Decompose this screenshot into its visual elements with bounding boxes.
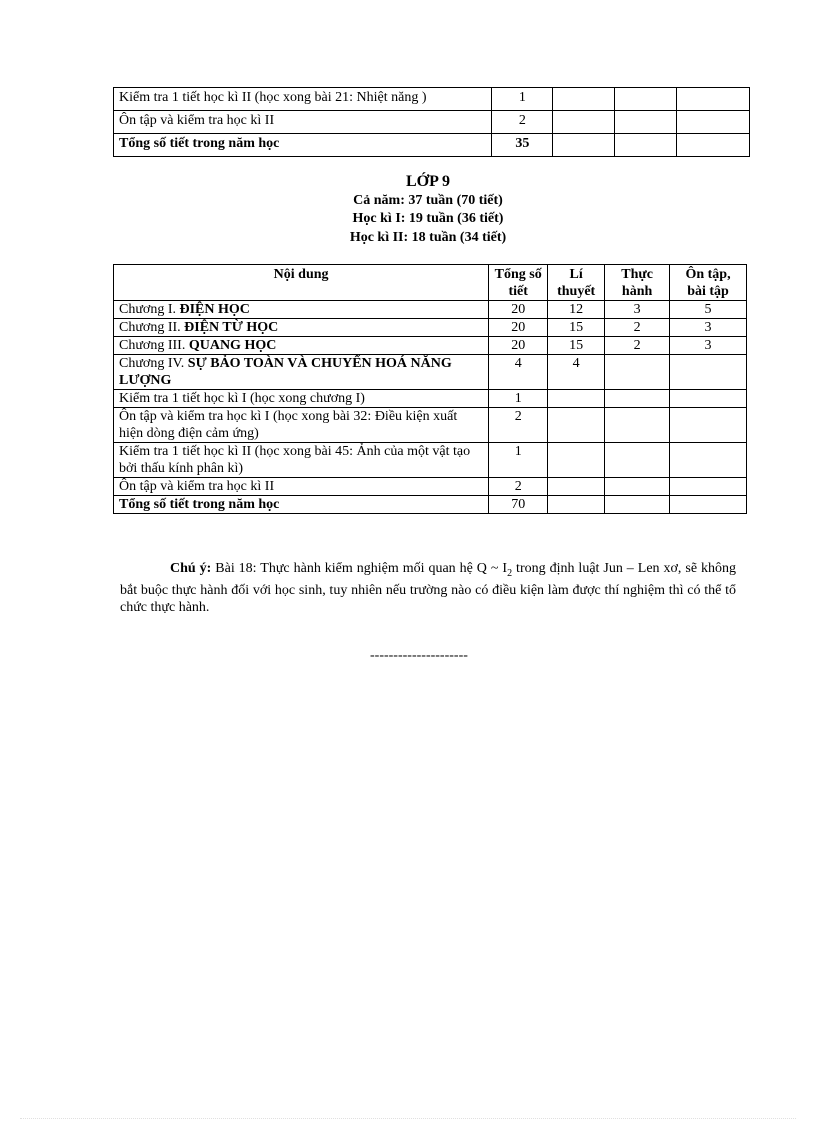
row-content: Ôn tập và kiểm tra học kì II [114, 478, 489, 496]
total-label: Tổng số tiết trong năm học [114, 496, 489, 514]
row-theory: 15 [548, 337, 605, 355]
row-content: Kiểm tra 1 tiết học kì I (học xong chương I) [114, 390, 489, 408]
row-review [670, 355, 747, 390]
note-text-before: Bài 18: Thực hành kiểm nghiệm mối quan hệ Q ~ I [211, 561, 508, 576]
table-header-row [114, 265, 747, 301]
row-practice [605, 355, 670, 390]
header-theory: Lí thuyết [548, 265, 605, 301]
row-total: 4 [489, 355, 548, 390]
row-review: 5 [670, 301, 747, 319]
row-content: Chương II. ĐIỆN TỪ HỌC [114, 319, 489, 337]
row-review: 3 [670, 337, 747, 355]
row-content: Chương III. QUANG HỌC [114, 337, 489, 355]
table-row [114, 478, 747, 496]
table-row [114, 134, 750, 157]
row-content: Kiểm tra 1 tiết học kì II (học xong bài 45: Ảnh của một vật tạo bởi thấu kính phân kì) [114, 443, 489, 478]
page-edge [20, 1118, 796, 1119]
row-theory: 4 [548, 355, 605, 390]
section-line-year: Cả năm: 37 tuần (70 tiết) [353, 193, 503, 208]
row-total: 2 [489, 478, 548, 496]
row-review: 3 [670, 319, 747, 337]
row-content: Kiểm tra 1 tiết học kì II (học xong bài 21: Nhiệt năng ) [114, 88, 492, 111]
section-title: LỚP 9 [405, 173, 450, 190]
note-text-after: trong định luật Jun – Len xơ, sẽ không bắt buộc thực hành đối với học sinh, tuy nhiên nếu trường nào có điều kiện làm được thí nghiệm thì có thể tổ chức thực hành. [120, 561, 736, 615]
row-content: Tổng số tiết trong năm học [114, 134, 492, 157]
row-total: 2 [492, 111, 553, 134]
separator-line: --------------------- [370, 648, 468, 663]
row-content: Chương I. ĐIỆN HỌC [114, 301, 489, 319]
row-theory: 12 [548, 301, 605, 319]
table-total-row [114, 496, 747, 514]
table-row [114, 408, 747, 443]
row-practice: 2 [605, 337, 670, 355]
total-value: 70 [489, 496, 548, 514]
table-row [114, 319, 747, 337]
table-row [114, 337, 747, 355]
row-content: Chương IV. SỰ BẢO TOÀN VÀ CHUYỂN HOÁ NĂNG LƯỢNG [114, 355, 489, 390]
section-line-term1: Học kì I: 19 tuần (36 tiết) [352, 211, 504, 226]
header-practice: Thực hành [605, 265, 670, 301]
note-paragraph [120, 560, 736, 616]
table-row [114, 355, 747, 390]
row-total: 20 [489, 319, 548, 337]
table-row [114, 301, 747, 319]
table-row [114, 390, 747, 408]
note-subscript: 2 [507, 567, 513, 579]
row-total: 20 [489, 301, 548, 319]
row-total: 1 [492, 88, 553, 111]
note-label: Chú ý: [170, 561, 212, 576]
grade9-curriculum-table [113, 264, 747, 514]
row-total: 2 [489, 408, 548, 443]
table-row [114, 111, 750, 134]
row-content: Ôn tập và kiểm tra học kì II [114, 111, 492, 134]
header-content: Nội dung [114, 265, 489, 301]
row-total: 1 [489, 390, 548, 408]
table-row [114, 443, 747, 478]
row-theory: 15 [548, 319, 605, 337]
header-total: Tổng số tiết [489, 265, 548, 301]
row-practice: 3 [605, 301, 670, 319]
row-total: 35 [492, 134, 553, 157]
row-practice: 2 [605, 319, 670, 337]
header-review: Ôn tập, bài tập [670, 265, 747, 301]
row-content: Ôn tập và kiểm tra học kì I (học xong bài 32: Điều kiện xuất hiện dòng điện cảm ứng) [114, 408, 489, 443]
table-row [114, 88, 750, 111]
previous-grade-table [113, 87, 750, 157]
section-line-term2: Học kì II: 18 tuần (34 tiết) [349, 230, 507, 245]
row-total: 20 [489, 337, 548, 355]
row-total: 1 [489, 443, 548, 478]
